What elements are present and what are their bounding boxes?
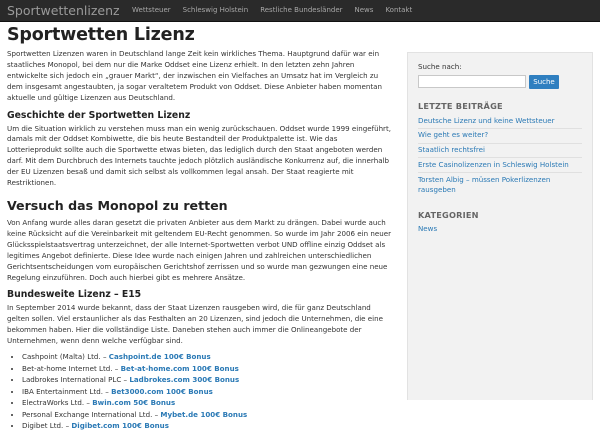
recent-posts-title: LETZTE BEITRÄGE [418, 101, 503, 111]
company-name: Cashpoint (Malta) Ltd. [22, 352, 101, 362]
bonus-link[interactable]: Ladbrokes.com 300€ Bonus [129, 375, 240, 385]
intro-paragraph: Sportwetten Lizenzen waren in Deutschland lange Zeit kein wirkliches Thema. Hauptgrund dafür war ein staatliches Monopol, bei dem nur die Marke Oddset eine Lizenz erhielt. In den letzten zehn Jahren entwickelte sich jedoch ein „grauer Markt“, der inzwischen ein Vielfaches an Umsatz hat im Vergleich zu dem insgesamt angestaubten, ja sogar veraltetem Produkt von Oddset. Diese Anbieter haben momentan aktuelle und gültige Lizenzen aus Deutschland. [7, 49, 382, 102]
nav-item-restliche-bundeslaender[interactable]: Restliche Bundesländer [260, 6, 343, 14]
bonus-link[interactable]: Digibet.com 100€ Bonus [71, 421, 169, 431]
company-name: ElectraWorks Ltd. [22, 398, 85, 408]
categories-list [418, 223, 582, 237]
categories-title: KATEGORIEN [418, 209, 479, 220]
section-heading-bundesweite-lizenz: Bundesweite Lizenz – E15 [7, 289, 142, 301]
recent-post-link[interactable]: Torsten Albig – müssen Pokerlizenzen rausgeben [418, 174, 551, 195]
search-label: Suche nach: [418, 62, 462, 71]
list-item [418, 144, 582, 159]
section-text-geschichte: Um die Situation wirklich zu verstehen muss man ein wenig zurückschauen. Oddset wurde 1999 eingeführt, damals mit der Oddset Kombiwette, die bis heute Bestandteil der Produktpalette ist. Wie das Lotterieprodukt sollte auch die Sportwette etwas bieten, das lediglich durch den Staat angeboten werden darf. Mit dem Durchbruch des Internets tauchte jedoch plötzlich ausländische Konkurrenz auf, die innerhalb der EU Lizenzen besaß und damit sich selbst als vollkommen legal ansah. Der Staat reagierte mit Restriktionen. [7, 123, 392, 188]
top-navbar [0, 0, 600, 22]
separator: – [84, 398, 93, 408]
sidebar [407, 52, 593, 400]
section-heading-monopol: Versuch das Monopol zu retten [7, 197, 228, 213]
company-name: Ladbrokes International PLC [22, 375, 122, 385]
license-holder-list [7, 351, 392, 432]
company-name: Digibet Ltd. [22, 421, 64, 431]
list-item [22, 363, 392, 375]
bonus-link[interactable]: Mybet.de 100€ Bonus [160, 409, 248, 419]
bonus-link[interactable]: Bet-at-home.com 100€ Bonus [120, 363, 239, 373]
list-item [22, 386, 392, 398]
list-item [22, 409, 392, 421]
nav-item-news[interactable]: News [354, 6, 374, 14]
separator: – [112, 363, 121, 373]
nav-item-wettsteuer[interactable]: Wettsteuer [132, 6, 171, 14]
separator: – [63, 421, 72, 431]
search-input[interactable] [418, 75, 526, 88]
list-item [418, 223, 582, 237]
list-item [418, 129, 582, 144]
list-item [418, 158, 582, 173]
section-text-monopol: Von Anfang wurde alles daran gesetzt die privaten Anbieter aus dem Markt zu drängen. Dabei wurde auch keine Rücksicht auf die Vereinbarkeit mit geltendem EU-Recht genommen. So wurde im Jahr 2006 ein neuer Glücksspielstaatsvertrag unterzeichnet, der alle Internet-Sportwetten verbot UND offline einzig Oddset als legitimes Angebot definierte. Diese Idee wurde nach einigen Jahren und zahlreichen unterschiedlichen Gerichtsentscheidungen vom europäischen Gerichtshof zerrissen und so wurde man gezwungen eine neue Regelung einzuführen. Doch auch hierbei gibt es mehrere Ansätze. [7, 217, 392, 282]
company-name: Personal Exchange International Ltd. [22, 409, 153, 419]
nav-item-schleswig-holstein[interactable]: Schleswig Holstein [182, 6, 249, 14]
search-form [418, 75, 582, 89]
separator: – [103, 386, 112, 396]
site-brand-link[interactable]: Sportwettenlizenz [7, 3, 120, 18]
recent-posts-list [418, 114, 582, 198]
list-item [22, 397, 392, 409]
separator: – [152, 409, 161, 419]
list-item [418, 114, 582, 129]
separator: – [121, 375, 130, 385]
company-name: IBA Entertainment Ltd. [22, 386, 103, 396]
separator: – [100, 352, 109, 362]
list-item [22, 420, 392, 432]
recent-post-link[interactable]: Staatlich rechtsfrei [418, 145, 485, 155]
bonus-link[interactable]: Bet3000.com 100€ Bonus [111, 386, 213, 396]
bonus-link[interactable]: Cashpoint.de 100€ Bonus [108, 352, 211, 362]
recent-post-link[interactable]: Erste Casinolizenzen in Schleswig Holstein [418, 159, 569, 169]
section-text-bundesweite-lizenz: In September 2014 wurde bekannt, dass der Staat Lizenzen rausgeben wird, die für ganz Deutschland gelten sollen. Viel erstaunlicher als das Festhalten an 20 Lizenzen, sind jedoch die Unternehmen, die eine bekommen haben. Hier die vollständige Liste. Daneben stehen auch immer die Onlineangebote der Unternehmen, wenn denn welche verfügbar sind. [7, 303, 383, 346]
list-item [22, 374, 392, 386]
category-link-news[interactable]: News [418, 224, 438, 234]
search-button[interactable]: Suche [529, 75, 559, 89]
page-title: Sportwetten Lizenz [7, 25, 195, 45]
list-item [418, 173, 582, 198]
list-item [22, 351, 392, 363]
recent-post-link[interactable]: Wie geht es weiter? [418, 130, 489, 140]
recent-post-link[interactable]: Deutsche Lizenz und keine Wettsteuer [418, 115, 555, 125]
main-content [7, 24, 392, 432]
company-name: Bet-at-home Internet Ltd. [22, 363, 113, 373]
nav-item-kontakt[interactable]: Kontakt [385, 6, 413, 14]
section-heading-geschichte: Geschichte der Sportwetten Lizenz [7, 109, 191, 121]
bonus-link[interactable]: Bwin.com 50€ Bonus [92, 398, 176, 408]
